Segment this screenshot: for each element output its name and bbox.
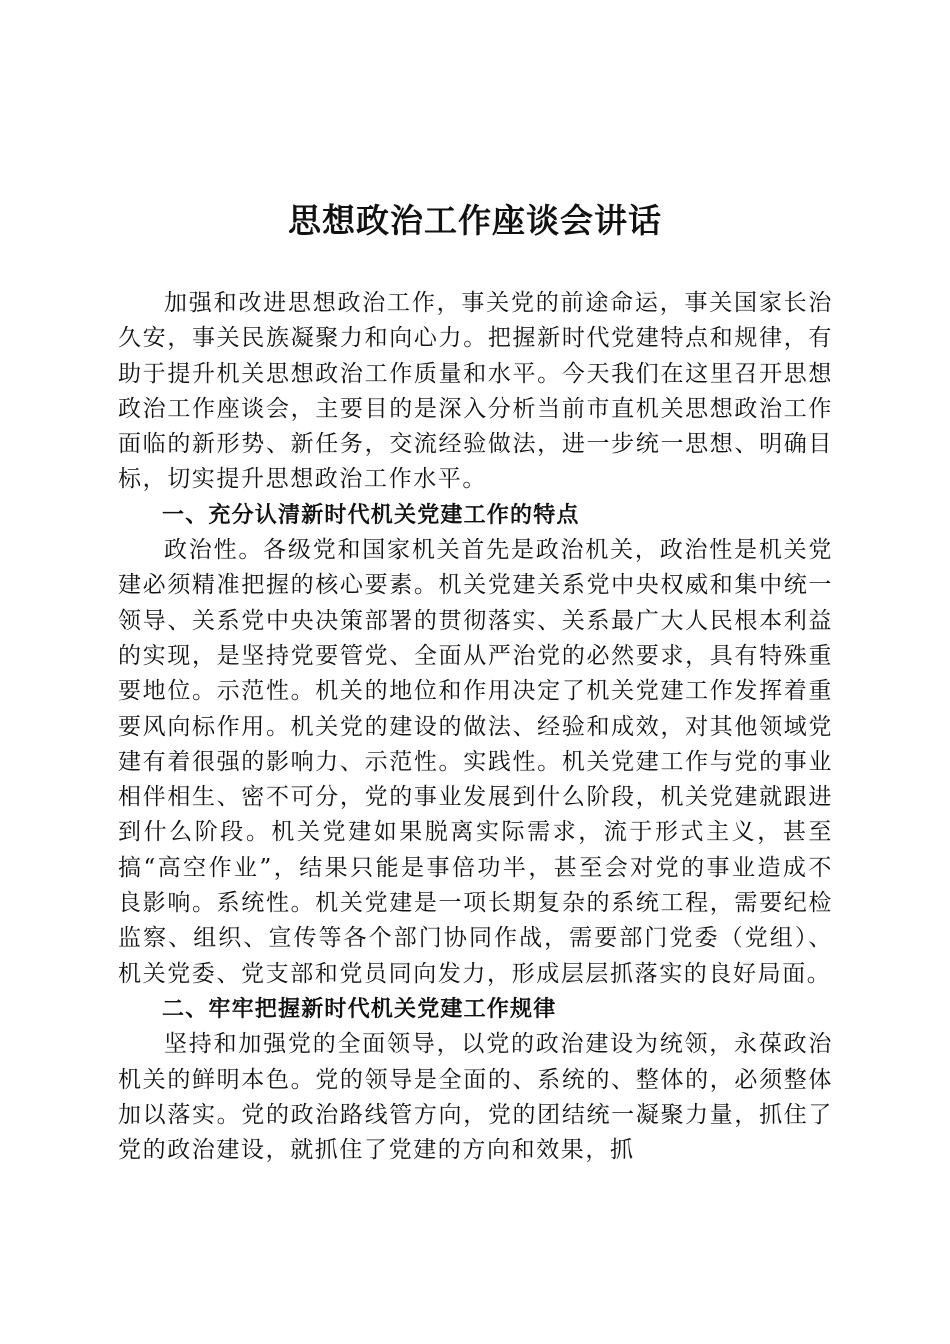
section-1-heading: 一、充分认清新时代机关党建工作的特点 xyxy=(162,502,580,528)
intro-paragraph: 加强和改进思想政治工作，事关党的前途命运，事关国家长治久安，事关民族凝聚力和向心力。把握新时代党建特点和规律，有助于提升机关思想政治工作质量和水平。今天我们在这里召开思想政治工作座谈会，主要目的是深入分析当前市直机关思想政治工作面临的新形势、新任务，交流经验做法，进一步统一思想、明确目标，切实提升思想政治工作水平。 xyxy=(118,290,833,493)
document-title: 思想政治工作座谈会讲话 xyxy=(288,201,662,240)
document-body xyxy=(118,286,833,1168)
section-2-paragraph: 坚持和加强党的全面领导，以党的政治建设为统领，永葆政治机关的鲜明本色。党的领导是全面的、系统的、整体的，必须整体加以落实。党的政治路线管方向，党的团结统一凝聚力量，抓住了党的政治建设，就抓住了党建的方向和效果，抓 xyxy=(118,1031,833,1164)
section-1-paragraph: 政治性。各级党和国家机关首先是政治机关，政治性是机关党建必须精准把握的核心要素。机关党建关系党中央权威和集中统一领导、关系党中央决策部署的贯彻落实、关系最广大人民根本利益的实现，是坚持党要管党、全面从严治党的必然要求，具有特殊重要地位。示范性。机关的地位和作用决定了机关党建工作发挥着重要风向标作用。机关党的建设的做法、经验和成效，对其他领域党建有着很强的影响力、示范性。实践性。机关党建工作与党的事业相伴相生、密不可分，党的事业发展到什么阶段，机关党建就跟进到什么阶段。机关党建如果脱离实际需求，流于形式主义，甚至搞“高空作业”，结果只能是事倍功半，甚至会对党的事业造成不良影响。系统性。机关党建是一项长期复杂的系统工程，需要纪检监察、组织、宣传等各个部门协同作战，需要部门党委（党组）、机关党委、党支部和党员同向发力，形成层层抓落实的良好局面。 xyxy=(118,537,833,987)
section-2-heading: 二、牢牢把握新时代机关党建工作规律 xyxy=(162,996,557,1022)
